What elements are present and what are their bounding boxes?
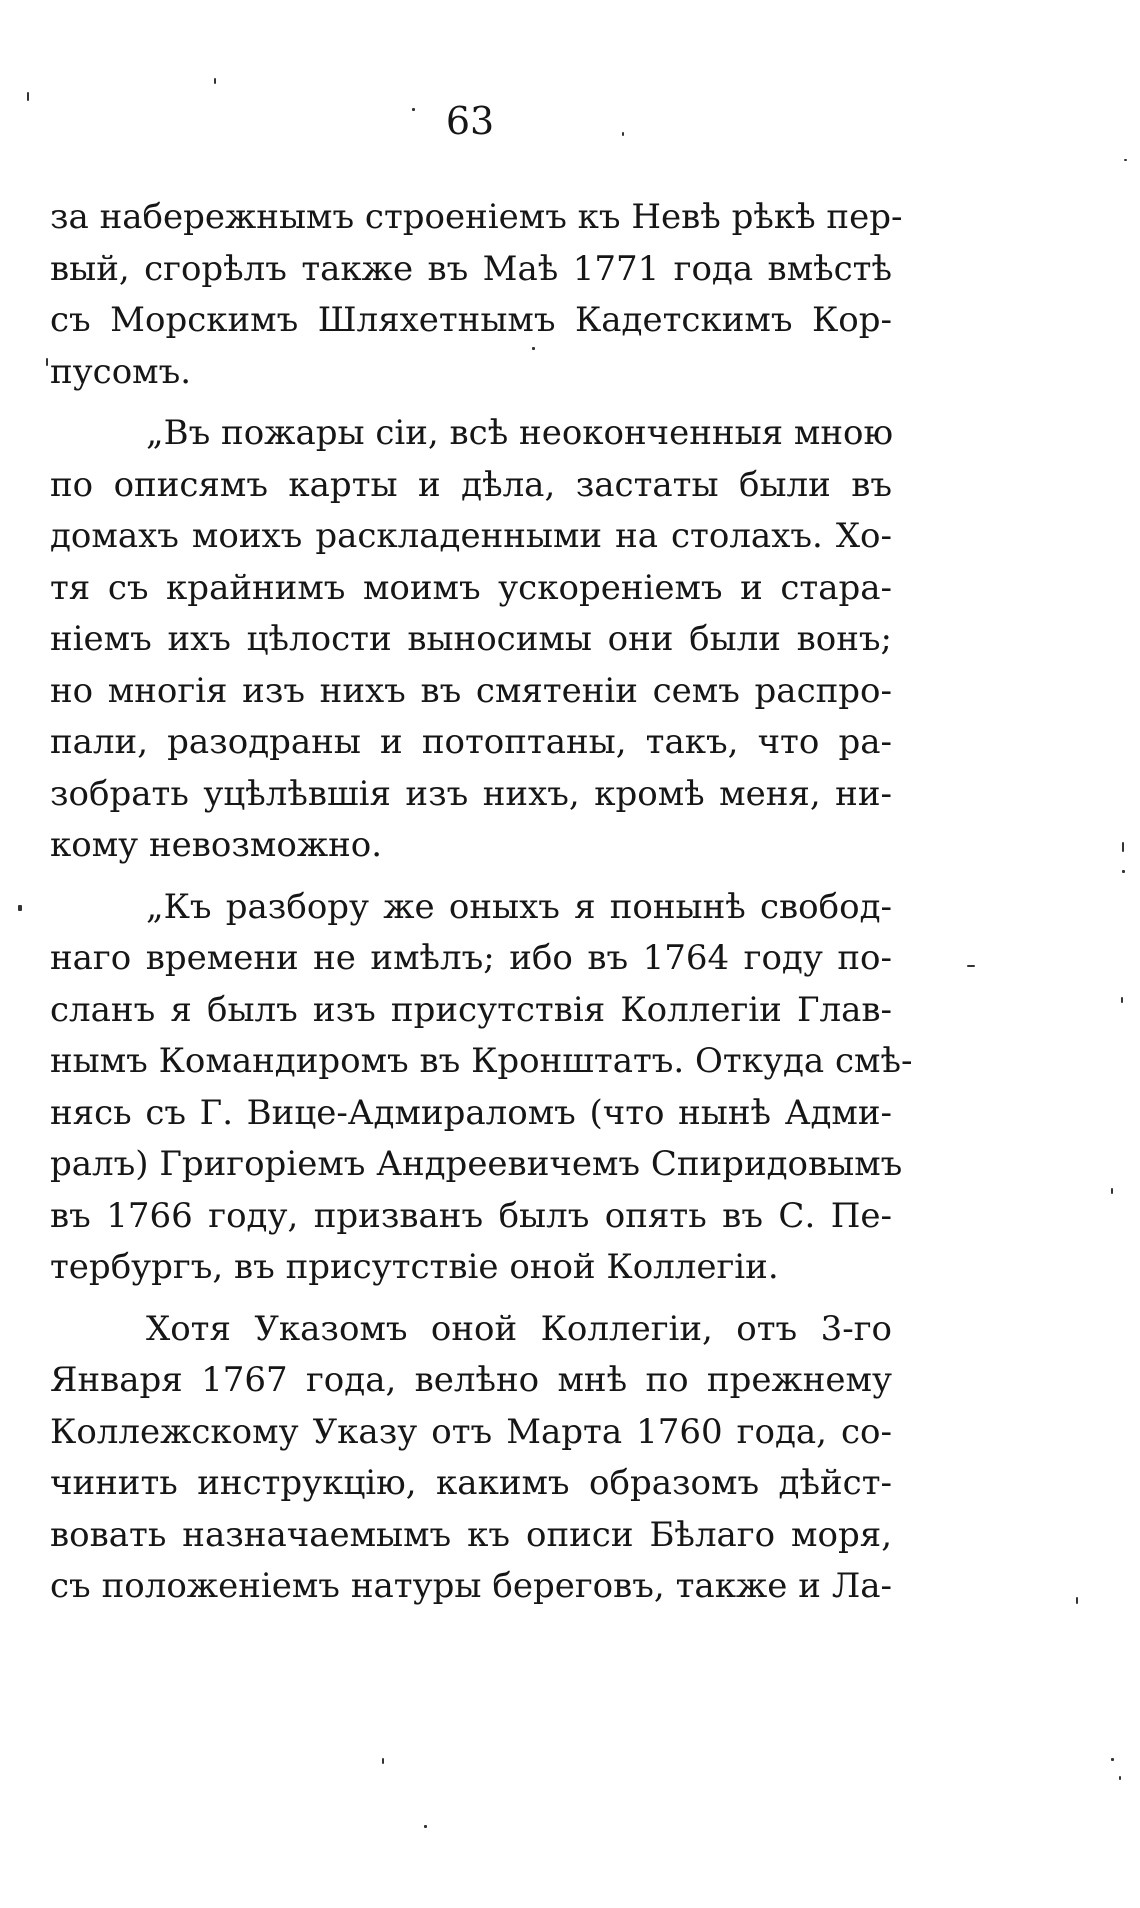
text-line: нымъ Командиромъ въ Кронштатъ. Откуда смѣ- xyxy=(50,1041,913,1081)
text-line: ралъ) Григоріемъ Андреевичемъ Спиридовымъ xyxy=(50,1144,903,1184)
text-line: чинить инструкцію, какимъ образомъ дѣйст- xyxy=(50,1463,892,1503)
text-line: наго времени не имѣлъ; ибо въ 1764 году по- xyxy=(50,938,892,978)
text-line: „Къ разбору же оныхъ я понынѣ свобод- xyxy=(146,886,892,927)
scan-speck xyxy=(1122,870,1125,873)
scan-speck xyxy=(622,132,624,136)
text-line: пусомъ. xyxy=(50,351,192,392)
text-line: пали, разодраны и потоптаны, такъ, что ра- xyxy=(50,722,892,762)
text-line: Коллежскому Указу отъ Марта 1760 года, со- xyxy=(50,1411,892,1452)
text-line: за набережнымъ строеніемъ къ Невѣ рѣкѣ пер- xyxy=(50,197,903,237)
paragraph-1 xyxy=(50,192,903,398)
scan-speck xyxy=(412,108,415,111)
scan-speck xyxy=(1124,159,1127,161)
text-line: нясь съ Г. Вице-Адмираломъ (что нынѣ Адми- xyxy=(50,1092,892,1133)
text-line: Хотя Указомъ оной Коллегіи, отъ 3-го xyxy=(146,1308,892,1349)
text-line: вовать назначаемымъ къ описи Бѣлаго моря, xyxy=(50,1514,892,1555)
body-text xyxy=(50,192,913,1613)
paragraph-2 xyxy=(50,408,892,872)
scan-speck xyxy=(214,78,216,84)
text-line: но многія изъ нихъ въ смятеніи семъ распро- xyxy=(50,670,892,711)
text-line: тербургъ, въ присутствіе оной Коллегіи. xyxy=(50,1247,779,1287)
text-line: кому невозможно. xyxy=(50,825,383,865)
text-line: Января 1767 года, велѣно мнѣ по прежнему xyxy=(50,1360,892,1400)
scan-speck xyxy=(27,92,29,101)
scan-speck xyxy=(1111,1758,1114,1761)
text-line: ніемъ ихъ цѣлости выносимы они были вонъ; xyxy=(50,619,892,659)
scan-speck xyxy=(46,358,48,366)
text-line: по описямъ карты и дѣла, застаты были въ xyxy=(50,464,892,505)
scan-speck xyxy=(532,347,535,350)
text-line: сланъ я былъ изъ присутствія Коллегіи Глав- xyxy=(50,989,892,1030)
scan-speck xyxy=(1119,1776,1121,1780)
scan-speck xyxy=(1121,997,1123,1003)
text-line: зобрать уцѣлѣвшія изъ нихъ, кромѣ меня, ни- xyxy=(50,773,892,814)
page-number: 63 xyxy=(445,99,495,143)
text-line: въ 1766 году, призванъ былъ опять въ С. Пе- xyxy=(50,1195,892,1236)
scan-speck xyxy=(424,1825,427,1828)
scan-speck xyxy=(967,965,975,967)
text-line: съ Морскимъ Шляхетнымъ Кадетскимъ Кор- xyxy=(50,300,892,340)
scan-speck xyxy=(382,1758,384,1764)
scan-speck xyxy=(1076,1597,1078,1604)
text-line: тя съ крайнимъ моимъ ускореніемъ и стара- xyxy=(50,567,892,608)
paragraph-3 xyxy=(50,882,913,1294)
scan-speck xyxy=(18,905,22,911)
text-line: „Въ пожары сіи, всѣ неоконченныя мною xyxy=(146,413,894,453)
scan-speck xyxy=(1122,842,1124,852)
text-line: вый, сгорѣлъ также въ Маѣ 1771 года вмѣстѣ xyxy=(50,248,892,289)
paragraph-4 xyxy=(50,1304,892,1613)
text-line: домахъ моихъ раскладенными на столахъ. Хо- xyxy=(50,516,892,556)
text-line: съ положеніемъ натуры береговъ, также и Ла- xyxy=(50,1566,892,1606)
scan-speck xyxy=(1111,1188,1113,1194)
